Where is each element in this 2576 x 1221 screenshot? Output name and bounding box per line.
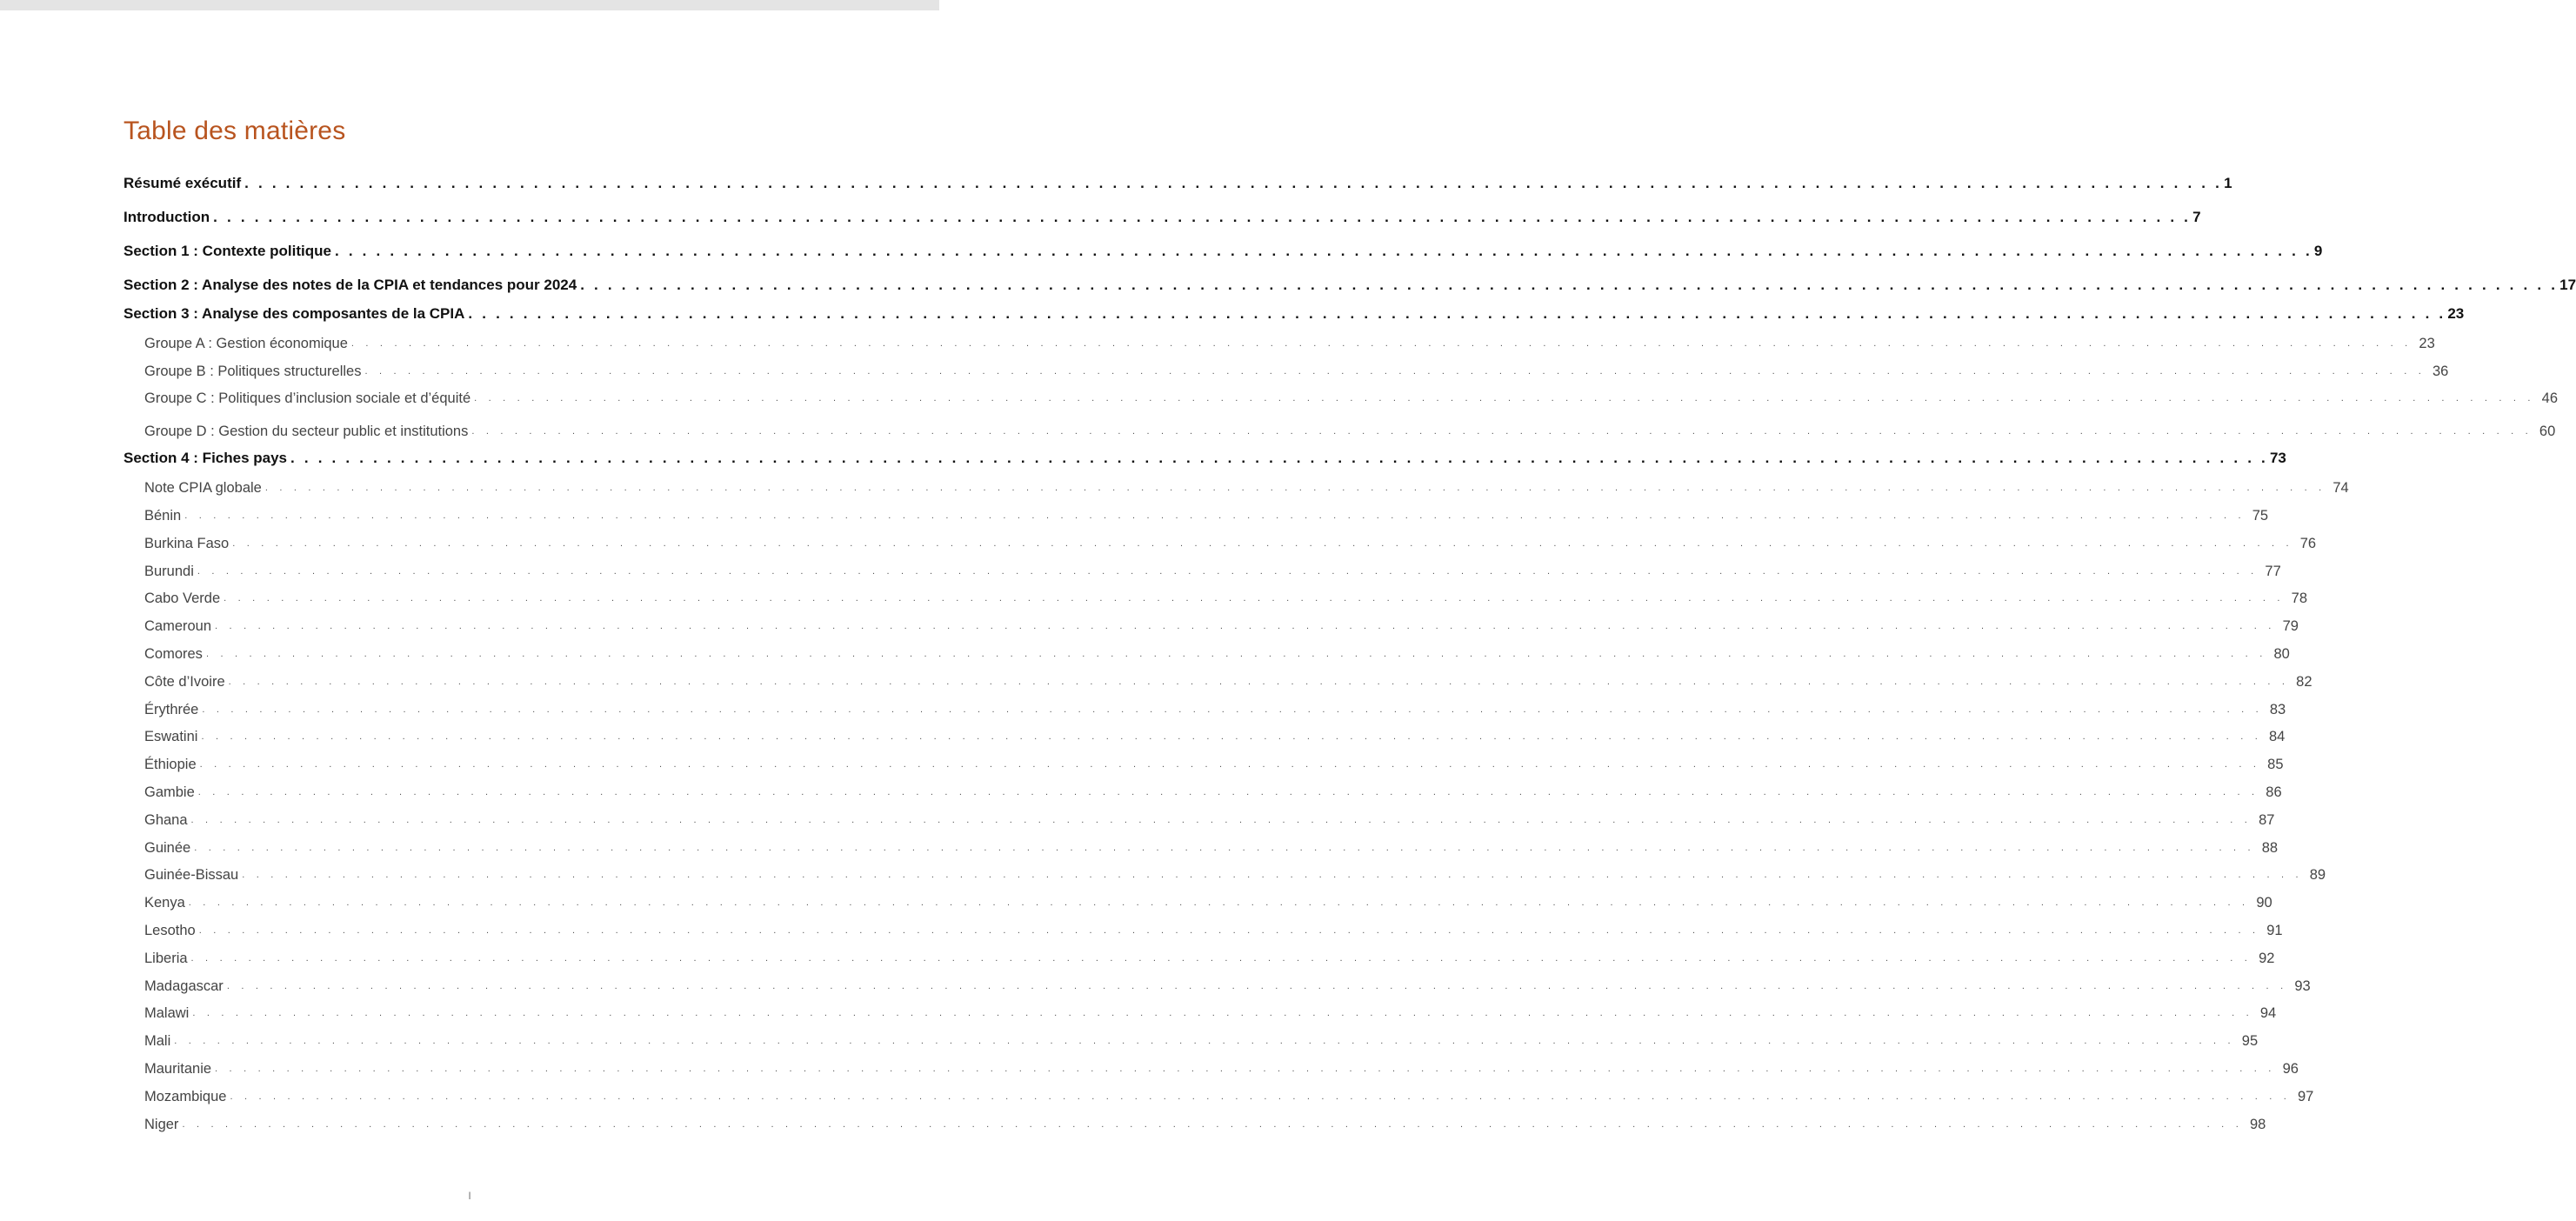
toc-entry-page: 36 [2432, 363, 2449, 379]
toc-entry-page: 82 [2296, 673, 2312, 690]
toc-leader: . . . . . . . . . . . . . . . . . . . . . . . . . . . . . . . . . . . . . . . . . . . . . . . . . . . . . . . . . . . . . . . . . . . . . . . . . . . . . . . . . . . . . . . . . . . . . . . . . . . . . . . . . . . . . . . . . . . . . . . . . . . . . . . . . . . . . . . . . . . . . . . . [197, 786, 2259, 797]
toc-leader: . . . . . . . . . . . . . . . . . . . . . . . . . . . . . . . . . . . . . . . . . . . . . . . . . . . . . . . . . . . . . . . . . . . . . . . . . . . . . . . . . . . . . . . . . . . . . . . . . . . . . . . . . . . . . . . . . . . . . . . . . . . . . . . . . . . . . . . . . . . . . . . . [190, 952, 2252, 964]
toc-entry-label: Gambie [144, 784, 195, 800]
toc-entry-groupe-a[interactable] [123, 327, 2435, 355]
toc-entry-guinee[interactable] [123, 831, 2279, 859]
toc-entry-label: Introduction [123, 209, 210, 225]
toc-entry-page: 91 [2266, 922, 2283, 938]
toc-entry-label: Burkina Faso [144, 535, 230, 551]
toc-entry-groupe-c[interactable] [123, 383, 2559, 410]
toc-entry-label: Section 3 : Analyse des composantes de la CPIA [123, 305, 465, 322]
toc-leader: . . . . . . . . . . . . . . . . . . . . . . . . . . . . . . . . . . . . . . . . . . . . . . . . . . . . . . . . . . . . . . . . . . . . . . . . . . . . . . . . . . . . . . . . . . . . . . . . . . . . . . . . . . . . . . . . . . . . . . . . . . . . . . . . . . . . . . . . . . . . . . . . [290, 450, 2268, 467]
toc-entry-label: Guinée-Bissau [144, 867, 239, 884]
toc-leader: . . . . . . . . . . . . . . . . . . . . . . . . . . . . . . . . . . . . . . . . . . . . . . . . . . . . . . . . . . . . . . . . . . . . . . . . . . . . . . . . . . . . . . . . . . . . . . . . . . . . . . . . . . . . . . . . . . . . . . . . . . . . . . . . . . . . . . . . . . . . . . . . [228, 676, 2290, 687]
toc-entry-page: 74 [2332, 480, 2349, 497]
toc-entry-cabo-verde[interactable] [123, 583, 2308, 610]
toc-leader: . . . . . . . . . . . . . . . . . . . . . . . . . . . . . . . . . . . . . . . . . . . . . . . . . . . . . . . . . . . . . . . . . . . . . . . . . . . . . . . . . . . . . . . . . . . . . . . . . . . . . . . . . . . . . . . . . . . . . . . . . . . . . . . . . . . . . . . . . . . . . . . . [580, 277, 2559, 293]
toc-leader: . . . . . . . . . . . . . . . . . . . . . . . . . . . . . . . . . . . . . . . . . . . . . . . . . . . . . . . . . . . . . . . . . . . . . . . . . . . . . . . . . . . . . . . . . . . . . . . . . . . . . . . . . . . . . . . . . . . . . . . . . . . . . . . . . . . . . . . . . . . . . . . . [232, 537, 2293, 549]
toc-entry-label: Malawi [144, 1005, 190, 1022]
toc-entry-section-2[interactable] [123, 264, 2576, 298]
toc-entry-page: 90 [2256, 895, 2272, 911]
toc-leader: . . . . . . . . . . . . . . . . . . . . . . . . . . . . . . . . . . . . . . . . . . . . . . . . . . . . . . . . . . . . . . . . . . . . . . . . . . . . . . . . . . . . . . . . . . . . . . . . . . . . . . . . . . . . . . . . . . . . . . . . . . . . . . . . . . . . . . . . . . . . . . . . [198, 924, 2260, 936]
toc-leader: . . . . . . . . . . . . . . . . . . . . . . . . . . . . . . . . . . . . . . . . . . . . . . . . . . . . . . . . . . . . . . . . . . . . . . . . . . . . . . . . . . . . . . . . . . . . . . . . . . . . . . . . . . . . . . . . . . . . . . . . . . . . . . . . . . . . . . . . . . . . . . . . [202, 704, 2263, 715]
toc-entry-label: Section 4 : Fiches pays [123, 450, 288, 467]
toc-entry-page: 87 [2259, 811, 2275, 828]
toc-leader: . . . . . . . . . . . . . . . . . . . . . . . . . . . . . . . . . . . . . . . . . . . . . . . . . . . . . . . . . . . . . . . . . . . . . . . . . . . . . . . . . . . . . . . . . . . . . . . . . . . . . . . . . . . . . . . . . . . . . . . . . . . . . . . . . . . . . . . . . . . . . . . . [205, 648, 2267, 659]
toc-entry-page: 23 [2447, 305, 2465, 322]
toc-entry-label: Madagascar [144, 977, 224, 994]
toc-entry-label: Section 2 : Analyse des notes de la CPIA et tendances pour 2024 [123, 277, 577, 293]
toc-entry-label: Section 1 : Contexte politique [123, 243, 331, 259]
toc-entry-page: 9 [2313, 243, 2323, 259]
toc-entry-label: Cameroun [144, 618, 212, 635]
toc-leader: . . . . . . . . . . . . . . . . . . . . . . . . . . . . . . . . . . . . . . . . . . . . . . . . . . . . . . . . . . . . . . . . . . . . . . . . . . . . . . . . . . . . . . . . . . . . . . . . . . . . . . . . . . . . . . . . . . . . . . . . . . . . . . . . . . . . . . . . . . . . . . . . [188, 897, 2250, 909]
toc-entry-page: 92 [2259, 950, 2275, 966]
toc-leader: . . . . . . . . . . . . . . . . . . . . . . . . . . . . . . . . . . . . . . . . . . . . . . . . . . . . . . . . . . . . . . . . . . . . . . . . . . . . . . . . . . . . . . . . . . . . . . . . . . . . . . . . . . . . . . . . . . . . . . . . . . . . . . . . . . . . . . . . . . . . . . . . [215, 1063, 2276, 1074]
toc-entry-page: 86 [2266, 784, 2282, 800]
toc-entry-label: Niger [144, 1116, 179, 1132]
toc-entry-mali[interactable] [123, 1024, 2259, 1052]
toc-leader: . . . . . . . . . . . . . . . . . . . . . . . . . . . . . . . . . . . . . . . . . . . . . . . . . . . . . . . . . . . . . . . . . . . . . . . . . . . . . . . . . . . . . . . . . . . . . . . . . . . . . . . . . . . . . . . . . . . . . . . . . . . . . . . . . . . . . . . . . . . . . . . . [182, 1118, 2243, 1130]
toc-entry-niger[interactable] [123, 1108, 2266, 1136]
toc-entry-page: 75 [2252, 507, 2269, 524]
toc-entry-burundi[interactable] [123, 555, 2281, 583]
toc-leader: . . . . . . . . . . . . . . . . . . . . . . . . . . . . . . . . . . . . . . . . . . . . . . . . . . . . . . . . . . . . . . . . . . . . . . . . . . . . . . . . . . . . . . . . . . . . . . . . . . . . . . . . . . . . . . . . . . . . . . . . . . . . . . . . . . . . . . . . . . . . . . . . [184, 510, 2246, 521]
toc-leader: . . . . . . . . . . . . . . . . . . . . . . . . . . . . . . . . . . . . . . . . . . . . . . . . . . . . . . . . . . . . . . . . . . . . . . . . . . . . . . . . . . . . . . . . . . . . . . . . . . . . . . . . . . . . . . . . . . . . . . . . . . . . . . . . . . . . . . . . . . . . . . . . [468, 305, 2446, 322]
toc-entry-erythree[interactable] [123, 693, 2286, 721]
toc-entry-label: Eswatini [144, 729, 198, 745]
toc-entry-label: Groupe D : Gestion du secteur public et institutions [144, 424, 469, 440]
toc-entry-page: 60 [2539, 424, 2556, 440]
toc-entry-page: 80 [2273, 645, 2290, 662]
toc-entry-label: Cabo Verde [144, 590, 221, 607]
toc-leader: . . . . . . . . . . . . . . . . . . . . . . . . . . . . . . . . . . . . . . . . . . . . . . . . . . . . . . . . . . . . . . . . . . . . . . . . . . . . . . . . . . . . . . . . . . . . . . . . . . . . . . . . . . . . . . . . . . . . . . . . . . . . . . . . . . . . . . . . . . . . . . . . [230, 1091, 2291, 1102]
toc-entry-section-1[interactable] [123, 230, 2323, 264]
toc-entry-comores[interactable] [123, 637, 2290, 665]
toc-entry-page: 23 [2419, 335, 2435, 351]
toc-entry-label: Guinée [144, 839, 191, 856]
toc-entry-label: Mozambique [144, 1088, 227, 1104]
toc-entry-label: Groupe A : Gestion économique [144, 335, 348, 351]
toc-leader: . . . . . . . . . . . . . . . . . . . . . . . . . . . . . . . . . . . . . . . . . . . . . . . . . . . . . . . . . . . . . . . . . . . . . . . . . . . . . . . . . . . . . . . . . . . . . . . . . . . . . . . . . . . . . . . . . . . . . . . . . . . . . . . . . . . . . . . . . . . . . . . . [334, 243, 2312, 259]
toc-entry-page: 78 [2291, 590, 2308, 607]
toc-entry-page: 85 [2267, 757, 2284, 773]
toc-entry-page: 95 [2241, 1033, 2259, 1050]
toc-entry-note-cpia-globale[interactable] [123, 471, 2349, 499]
toc-entry-label: Éthiopie [144, 757, 197, 773]
toc-entry-kenya[interactable] [123, 886, 2272, 914]
toc-leader: . . . . . . . . . . . . . . . . . . . . . . . . . . . . . . . . . . . . . . . . . . . . . . . . . . . . . . . . . . . . . . . . . . . . . . . . . . . . . . . . . . . . . . . . . . . . . . . . . . . . . . . . . . . . . . . . . . . . . . . . . . . . . . . . . . . . . . . . . . . . . . . . [215, 621, 2276, 632]
toc-entry-label: Mali [144, 1033, 171, 1050]
toc-leader: . . . . . . . . . . . . . . . . . . . . . . . . . . . . . . . . . . . . . . . . . . . . . . . . . . . . . . . . . . . . . . . . . . . . . . . . . . . . . . . . . . . . . . . . . . . . . . . . . . . . . . . . . . . . . . . . . . . . . . . . . . . . . . . . . . . . . . . . . . . . . . . . [264, 483, 2326, 494]
toc-entry-cote-divoire[interactable] [123, 665, 2312, 693]
toc-entry-cameroun[interactable] [123, 610, 2299, 637]
page-number-footer: I [468, 1190, 471, 1202]
toc-entry-groupe-d[interactable] [123, 410, 2556, 443]
toc-entry-eswatini[interactable] [123, 721, 2286, 749]
toc-leader: . . . . . . . . . . . . . . . . . . . . . . . . . . . . . . . . . . . . . . . . . . . . . . . . . . . . . . . . . . . . . . . . . . . . . . . . . . . . . . . . . . . . . . . . . . . . . . . . . . . . . . . . . . . . . . . . . . . . . . . . . . . . . . . . . . . . . . . . . . . . . . . . [242, 870, 2303, 881]
toc-entry-page: 84 [2268, 729, 2286, 745]
toc-entry-mozambique[interactable] [123, 1080, 2314, 1108]
toc-entry-label: Lesotho [144, 922, 196, 938]
toc-entry-page: 46 [2541, 390, 2559, 407]
top-bar [0, 0, 939, 10]
toc-entry-page: 98 [2249, 1116, 2266, 1132]
toc-entry-label: Note CPIA globale [144, 480, 262, 497]
toc-entry-page: 76 [2299, 535, 2317, 551]
toc-entry-mauritanie[interactable] [123, 1052, 2299, 1080]
toc-entry-label: Bénin [144, 507, 182, 524]
toc-entry-label: Kenya [144, 895, 185, 911]
toc-entry-label: Ghana [144, 811, 188, 828]
toc-entry-page: 93 [2294, 977, 2311, 994]
toc-entry-ghana[interactable] [123, 804, 2275, 831]
toc-entry-madagascar[interactable] [123, 970, 2311, 997]
toc-entry-groupe-b[interactable] [123, 355, 2449, 383]
table-of-contents [123, 169, 2576, 1136]
toc-entry-lesotho[interactable] [123, 914, 2283, 942]
toc-entry-introduction[interactable] [123, 197, 2201, 230]
toc-entry-page: 97 [2297, 1088, 2314, 1104]
toc-entry-page: 83 [2269, 701, 2286, 717]
toc-leader: . . . . . . . . . . . . . . . . . . . . . . . . . . . . . . . . . . . . . . . . . . . . . . . . . . . . . . . . . . . . . . . . . . . . . . . . . . . . . . . . . . . . . . . . . . . . . . . . . . . . . . . . . . . . . . . . . . . . . . . . . . . . . . . . . . . . . . . . . . . . . . . . [190, 814, 2252, 825]
toc-entry-page: 79 [2282, 618, 2299, 635]
toc-leader: . . . . . . . . . . . . . . . . . . . . . . . . . . . . . . . . . . . . . . . . . . . . . . . . . . . . . . . . . . . . . . . . . . . . . . . . . . . . . . . . . . . . . . . . . . . . . . . . . . . . . . . . . . . . . . . . . . . . . . . . . . . . . . . . . . . . . . . . . . . . . . . . [192, 1008, 2253, 1019]
toc-entry-page: 96 [2282, 1060, 2299, 1077]
toc-leader: . . . . . . . . . . . . . . . . . . . . . . . . . . . . . . . . . . . . . . . . . . . . . . . . . . . . . . . . . . . . . . . . . . . . . . . . . . . . . . . . . . . . . . . . . . . . . . . . . . . . . . . . . . . . . . . . . . . . . . . . . . . . . . . . . . . . . . . . . . . . . . . . [213, 209, 2192, 225]
toc-entry-page: 94 [2259, 1005, 2277, 1022]
toc-entry-label: Côte d’Ivoire [144, 673, 225, 690]
toc-entry-ethiopie[interactable] [123, 748, 2284, 776]
toc-entry-page: 88 [2261, 839, 2279, 856]
toc-entry-page: 7 [2192, 209, 2201, 225]
toc-entry-label: Mauritanie [144, 1060, 212, 1077]
toc-leader: . . . . . . . . . . . . . . . . . . . . . . . . . . . . . . . . . . . . . . . . . . . . . . . . . . . . . . . . . . . . . . . . . . . . . . . . . . . . . . . . . . . . . . . . . . . . . . . . . . . . . . . . . . . . . . . . . . . . . . . . . . . . . . . . . . . . . . . . . . . . . . . . [474, 393, 2535, 404]
toc-entry-page: 77 [2265, 563, 2281, 579]
toc-leader: . . . . . . . . . . . . . . . . . . . . . . . . . . . . . . . . . . . . . . . . . . . . . . . . . . . . . . . . . . . . . . . . . . . . . . . . . . . . . . . . . . . . . . . . . . . . . . . . . . . . . . . . . . . . . . . . . . . . . . . . . . . . . . . . . . . . . . . . . . . . . . . . [174, 1036, 2235, 1047]
toc-entry-guinee-bissau[interactable] [123, 859, 2326, 887]
toc-leader: . . . . . . . . . . . . . . . . . . . . . . . . . . . . . . . . . . . . . . . . . . . . . . . . . . . . . . . . . . . . . . . . . . . . . . . . . . . . . . . . . . . . . . . . . . . . . . . . . . . . . . . . . . . . . . . . . . . . . . . . . . . . . . . . . . . . . . . . . . . . . . . . [226, 980, 2288, 991]
toc-entry-label: Burundi [144, 563, 194, 579]
toc-leader: . . . . . . . . . . . . . . . . . . . . . . . . . . . . . . . . . . . . . . . . . . . . . . . . . . . . . . . . . . . . . . . . . . . . . . . . . . . . . . . . . . . . . . . . . . . . . . . . . . . . . . . . . . . . . . . . . . . . . . . . . . . . . . . . . . . . . . . . . . . . . . . . [244, 175, 2223, 191]
toc-leader: . . . . . . . . . . . . . . . . . . . . . . . . . . . . . . . . . . . . . . . . . . . . . . . . . . . . . . . . . . . . . . . . . . . . . . . . . . . . . . . . . . . . . . . . . . . . . . . . . . . . . . . . . . . . . . . . . . . . . . . . . . . . . . . . . . . . . . . . . . . . . . . . [194, 842, 2255, 853]
toc-entry-burkina-faso[interactable] [123, 527, 2317, 555]
toc-leader: . . . . . . . . . . . . . . . . . . . . . . . . . . . . . . . . . . . . . . . . . . . . . . . . . . . . . . . . . . . . . . . . . . . . . . . . . . . . . . . . . . . . . . . . . . . . . . . . . . . . . . . . . . . . . . . . . . . . . . . . . . . . . . . . . . . . . . . . . . . . . . . . [364, 365, 2426, 377]
toc-leader: . . . . . . . . . . . . . . . . . . . . . . . . . . . . . . . . . . . . . . . . . . . . . . . . . . . . . . . . . . . . . . . . . . . . . . . . . . . . . . . . . . . . . . . . . . . . . . . . . . . . . . . . . . . . . . . . . . . . . . . . . . . . . . . . . . . . . . . . . . . . . . . . [199, 759, 2261, 771]
toc-entry-section-3[interactable] [123, 298, 2465, 327]
toc-entry-gambie[interactable] [123, 776, 2282, 804]
toc-leader: . . . . . . . . . . . . . . . . . . . . . . . . . . . . . . . . . . . . . . . . . . . . . . . . . . . . . . . . . . . . . . . . . . . . . . . . . . . . . . . . . . . . . . . . . . . . . . . . . . . . . . . . . . . . . . . . . . . . . . . . . . . . . . . . . . . . . . . . . . . . . . . . [471, 426, 2533, 437]
toc-entry-label: Comores [144, 645, 203, 662]
toc-entry-benin[interactable] [123, 499, 2269, 527]
toc-entry-malawi[interactable] [123, 997, 2277, 1025]
toc-leader: . . . . . . . . . . . . . . . . . . . . . . . . . . . . . . . . . . . . . . . . . . . . . . . . . . . . . . . . . . . . . . . . . . . . . . . . . . . . . . . . . . . . . . . . . . . . . . . . . . . . . . . . . . . . . . . . . . . . . . . . . . . . . . . . . . . . . . . . . . . . . . . . [224, 593, 2285, 604]
toc-leader: . . . . . . . . . . . . . . . . . . . . . . . . . . . . . . . . . . . . . . . . . . . . . . . . . . . . . . . . . . . . . . . . . . . . . . . . . . . . . . . . . . . . . . . . . . . . . . . . . . . . . . . . . . . . . . . . . . . . . . . . . . . . . . . . . . . . . . . . . . . . . . . . [197, 565, 2259, 577]
toc-entry-page: 73 [2269, 450, 2286, 467]
toc-entry-label: Liberia [144, 950, 188, 966]
toc-entry-page: 17 [2559, 277, 2576, 293]
toc-entry-label: Groupe B : Politiques structurelles [144, 363, 362, 379]
toc-entry-page: 89 [2309, 867, 2326, 884]
toc-leader: . . . . . . . . . . . . . . . . . . . . . . . . . . . . . . . . . . . . . . . . . . . . . . . . . . . . . . . . . . . . . . . . . . . . . . . . . . . . . . . . . . . . . . . . . . . . . . . . . . . . . . . . . . . . . . . . . . . . . . . . . . . . . . . . . . . . . . . . . . . . . . . . [350, 337, 2412, 349]
toc-entry-resume-executif[interactable] [123, 169, 2232, 197]
toc-entry-liberia[interactable] [123, 942, 2275, 970]
toc-entry-section-4[interactable] [123, 443, 2286, 471]
toc-entry-label: Résumé exécutif [123, 175, 242, 191]
toc-entry-label: Érythrée [144, 701, 199, 717]
toc-leader: . . . . . . . . . . . . . . . . . . . . . . . . . . . . . . . . . . . . . . . . . . . . . . . . . . . . . . . . . . . . . . . . . . . . . . . . . . . . . . . . . . . . . . . . . . . . . . . . . . . . . . . . . . . . . . . . . . . . . . . . . . . . . . . . . . . . . . . . . . . . . . . . [201, 731, 2262, 743]
toc-entry-label: Groupe C : Politiques d’inclusion sociale et d’équité [144, 390, 471, 407]
toc-entry-page: 1 [2224, 175, 2232, 191]
page-title: Table des matières [123, 117, 346, 145]
